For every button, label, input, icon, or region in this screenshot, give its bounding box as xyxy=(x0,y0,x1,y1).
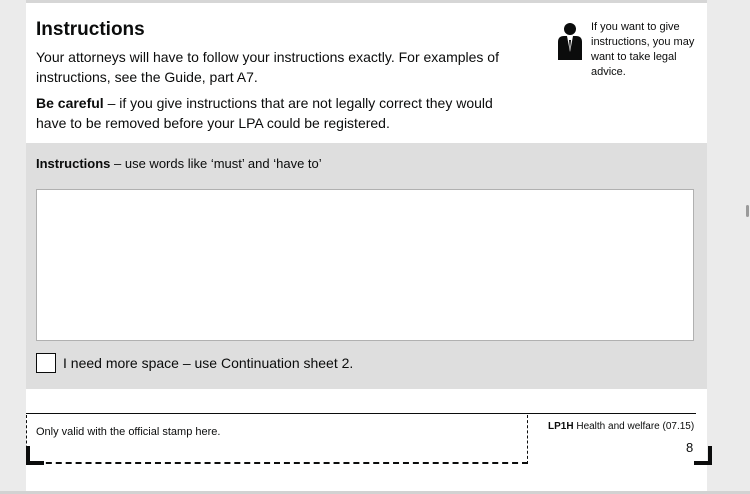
instructions-label-hint: – use words like ‘must’ and ‘have to’ xyxy=(110,156,322,171)
section-heading: Instructions xyxy=(36,19,145,40)
careful-rest: – if you give instructions that are not legally correct they would have to be removed before your LPA could be registered. xyxy=(36,95,493,131)
page-number: 8 xyxy=(686,440,694,455)
top-rule xyxy=(26,0,707,3)
more-space-label[interactable]: I need more space – use Continuation sheet 2. xyxy=(63,355,354,371)
instructions-panel xyxy=(26,143,707,389)
form-code: LP1H xyxy=(548,421,574,432)
instructions-label xyxy=(36,156,322,171)
instructions-textarea[interactable] xyxy=(36,189,694,341)
corner-mark-bottom-left xyxy=(26,446,44,465)
form-page xyxy=(26,0,707,494)
stamp-text: Only valid with the official stamp here. xyxy=(36,426,221,438)
legal-advisor-icon xyxy=(556,22,584,62)
careful-bold: Be careful xyxy=(36,95,104,111)
corner-mark-bottom-right xyxy=(694,446,712,465)
official-stamp-box xyxy=(26,415,528,464)
more-space-row[interactable] xyxy=(36,352,353,374)
intro-text: Your attorneys will have to follow your instructions exactly. For examples of instructions, see the Guide, part A7. xyxy=(36,49,499,85)
legal-advice-note: If you want to give instructions, you may want to take legal advice. xyxy=(591,21,695,78)
scrollbar-handle[interactable] xyxy=(746,205,749,217)
footer-rule xyxy=(26,413,696,414)
more-space-checkbox[interactable] xyxy=(36,353,56,373)
careful-text xyxy=(36,93,516,133)
form-reference xyxy=(548,421,694,432)
form-description: Health and welfare (07.15) xyxy=(573,421,695,432)
instructions-label-bold: Instructions xyxy=(36,156,111,171)
